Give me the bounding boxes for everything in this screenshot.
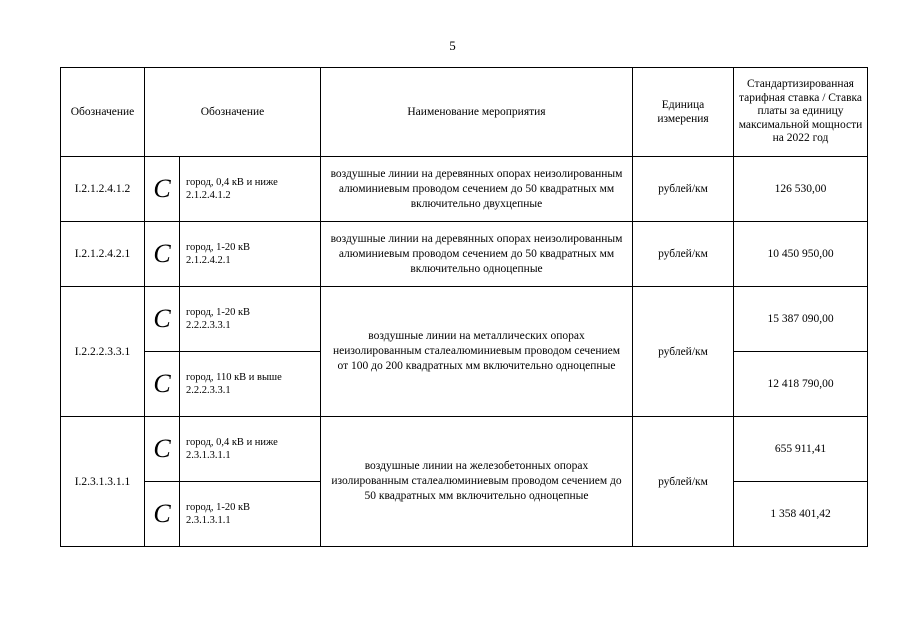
category-letter-icon [145, 222, 180, 287]
sub-designation [180, 222, 321, 287]
row-code: I.2.1.2.4.2.1 [61, 222, 145, 287]
header-designation-2: Обозначение [145, 68, 321, 157]
rate-value: 126 530,00 [734, 157, 868, 222]
sub-designation [180, 287, 321, 352]
table-row [61, 417, 868, 482]
row-code: I.2.1.2.4.1.2 [61, 157, 145, 222]
table-row [61, 157, 868, 222]
category-letter-icon [145, 417, 180, 482]
row-code: I.2.3.1.3.1.1 [61, 417, 145, 547]
category-letter: C [153, 369, 171, 398]
category-letter: C [153, 434, 171, 463]
sub-designation [180, 157, 321, 222]
table-row [61, 287, 868, 352]
sub-designation-line1: город, 110 кВ и выше [186, 372, 282, 383]
sub-designation-line1: город, 1-20 кВ [186, 502, 251, 513]
sub-designation-line2: 2.3.1.3.1.1 [186, 450, 231, 461]
sub-designation-line2: 2.2.2.3.3.1 [186, 385, 231, 396]
sub-designation-line2: 2.1.2.4.1.2 [186, 190, 231, 201]
unit-value: рублей/км [633, 222, 734, 287]
unit-value: рублей/км [633, 287, 734, 417]
tariff-table [60, 67, 868, 547]
sub-designation [180, 352, 321, 417]
sub-designation [180, 417, 321, 482]
sub-designation-line1: город, 0,4 кВ и ниже [186, 177, 278, 188]
header-name: Наименование мероприятия [321, 68, 633, 157]
rate-value: 1 358 401,42 [734, 482, 868, 547]
rate-value: 655 911,41 [734, 417, 868, 482]
category-letter-icon [145, 287, 180, 352]
rate-value: 12 418 790,00 [734, 352, 868, 417]
rate-value: 10 450 950,00 [734, 222, 868, 287]
activity-name: воздушные линии на деревянных опорах неизолированным алюминиевым проводом сечением до 50 квадратных мм включительно одноцепные [321, 222, 633, 287]
unit-value: рублей/км [633, 417, 734, 547]
activity-name: воздушные линии на металлических опорах неизолированным сталеалюминиевым проводом сечением от 100 до 200 квадратных мм включительно одноцепные [321, 287, 633, 417]
category-letter: C [153, 239, 171, 268]
header-rate [734, 68, 868, 157]
sub-designation-line2: 2.3.1.3.1.1 [186, 515, 231, 526]
sub-designation-line2: 2.1.2.4.2.1 [186, 255, 231, 266]
table-row [61, 222, 868, 287]
row-code: I.2.2.2.3.3.1 [61, 287, 145, 417]
sub-designation-line2: 2.2.2.3.3.1 [186, 320, 231, 331]
header-unit [633, 68, 734, 157]
sub-designation-line1: город, 1-20 кВ [186, 307, 251, 318]
rate-value: 15 387 090,00 [734, 287, 868, 352]
activity-name: воздушные линии на железобетонных опорах изолированным сталеалюминиевым проводом сечением до 50 квадратных мм включительно одноцепные [321, 417, 633, 547]
sub-designation-line1: город, 0,4 кВ и ниже [186, 437, 278, 448]
sub-designation-line1: город, 1-20 кВ [186, 242, 251, 253]
header-unit-text: Единица измерения [657, 99, 709, 125]
activity-name: воздушные линии на деревянных опорах неизолированным алюминиевым проводом сечением до 50 квадратных мм включительно двухцепные [321, 157, 633, 222]
unit-value: рублей/км [633, 157, 734, 222]
category-letter: C [153, 499, 171, 528]
header-designation: Обозначение [61, 68, 145, 157]
category-letter: C [153, 304, 171, 333]
category-letter-icon [145, 157, 180, 222]
category-letter-icon [145, 352, 180, 417]
category-letter: C [153, 174, 171, 203]
table-header-row [61, 68, 868, 157]
header-rate-text: Стандартизированная тарифная ставка / Ставка платы за единицу максимальной мощности на 2022 год [738, 78, 863, 145]
category-letter-icon [145, 482, 180, 547]
sub-designation [180, 482, 321, 547]
page-number: 5 [449, 38, 456, 53]
